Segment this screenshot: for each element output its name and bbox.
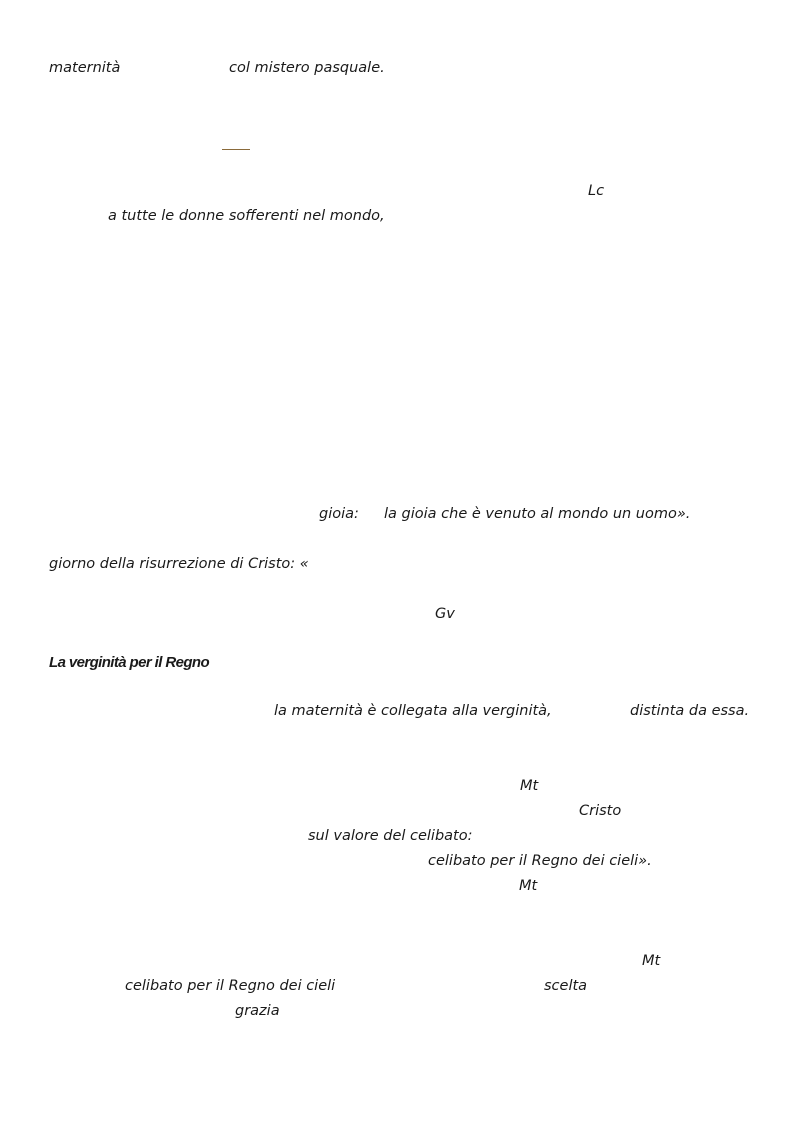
text-risurrezione: giorno della risurrezione di Cristo: « [49,556,309,572]
text-mistero-pasquale: col mistero pasquale. [229,60,385,76]
footnote-rule [222,149,250,150]
ref-mt-2: Mt [519,878,538,894]
text-donne-sofferenti: a tutte le donne sofferenti nel mondo, [108,208,385,224]
ref-mt-3: Mt [642,953,661,969]
text-gioia: gioia: [319,506,359,522]
text-maternita-verginita: la maternità è collegata alla verginità, [274,703,552,719]
ref-gv: Gv [435,606,455,622]
text-scelta: scelta [544,978,588,994]
text-cristo: Cristo [579,803,622,819]
text-grazia: grazia [235,1003,280,1019]
text-celibato-regno: celibato per il Regno dei cieli». [428,853,652,869]
section-heading: La verginità per il Regno [49,654,210,671]
ref-lc: Lc [588,183,605,199]
text-celibato-regno-2: celibato per il Regno dei cieli [125,978,336,994]
text-distinta: distinta da essa. [630,703,750,719]
text-gioia-uomo: la gioia che è venuto al mondo un uomo». [384,506,691,522]
ref-mt-1: Mt [520,778,539,794]
text-maternita: maternità [49,60,121,76]
text-valore-celibato: sul valore del celibato: [308,828,473,844]
